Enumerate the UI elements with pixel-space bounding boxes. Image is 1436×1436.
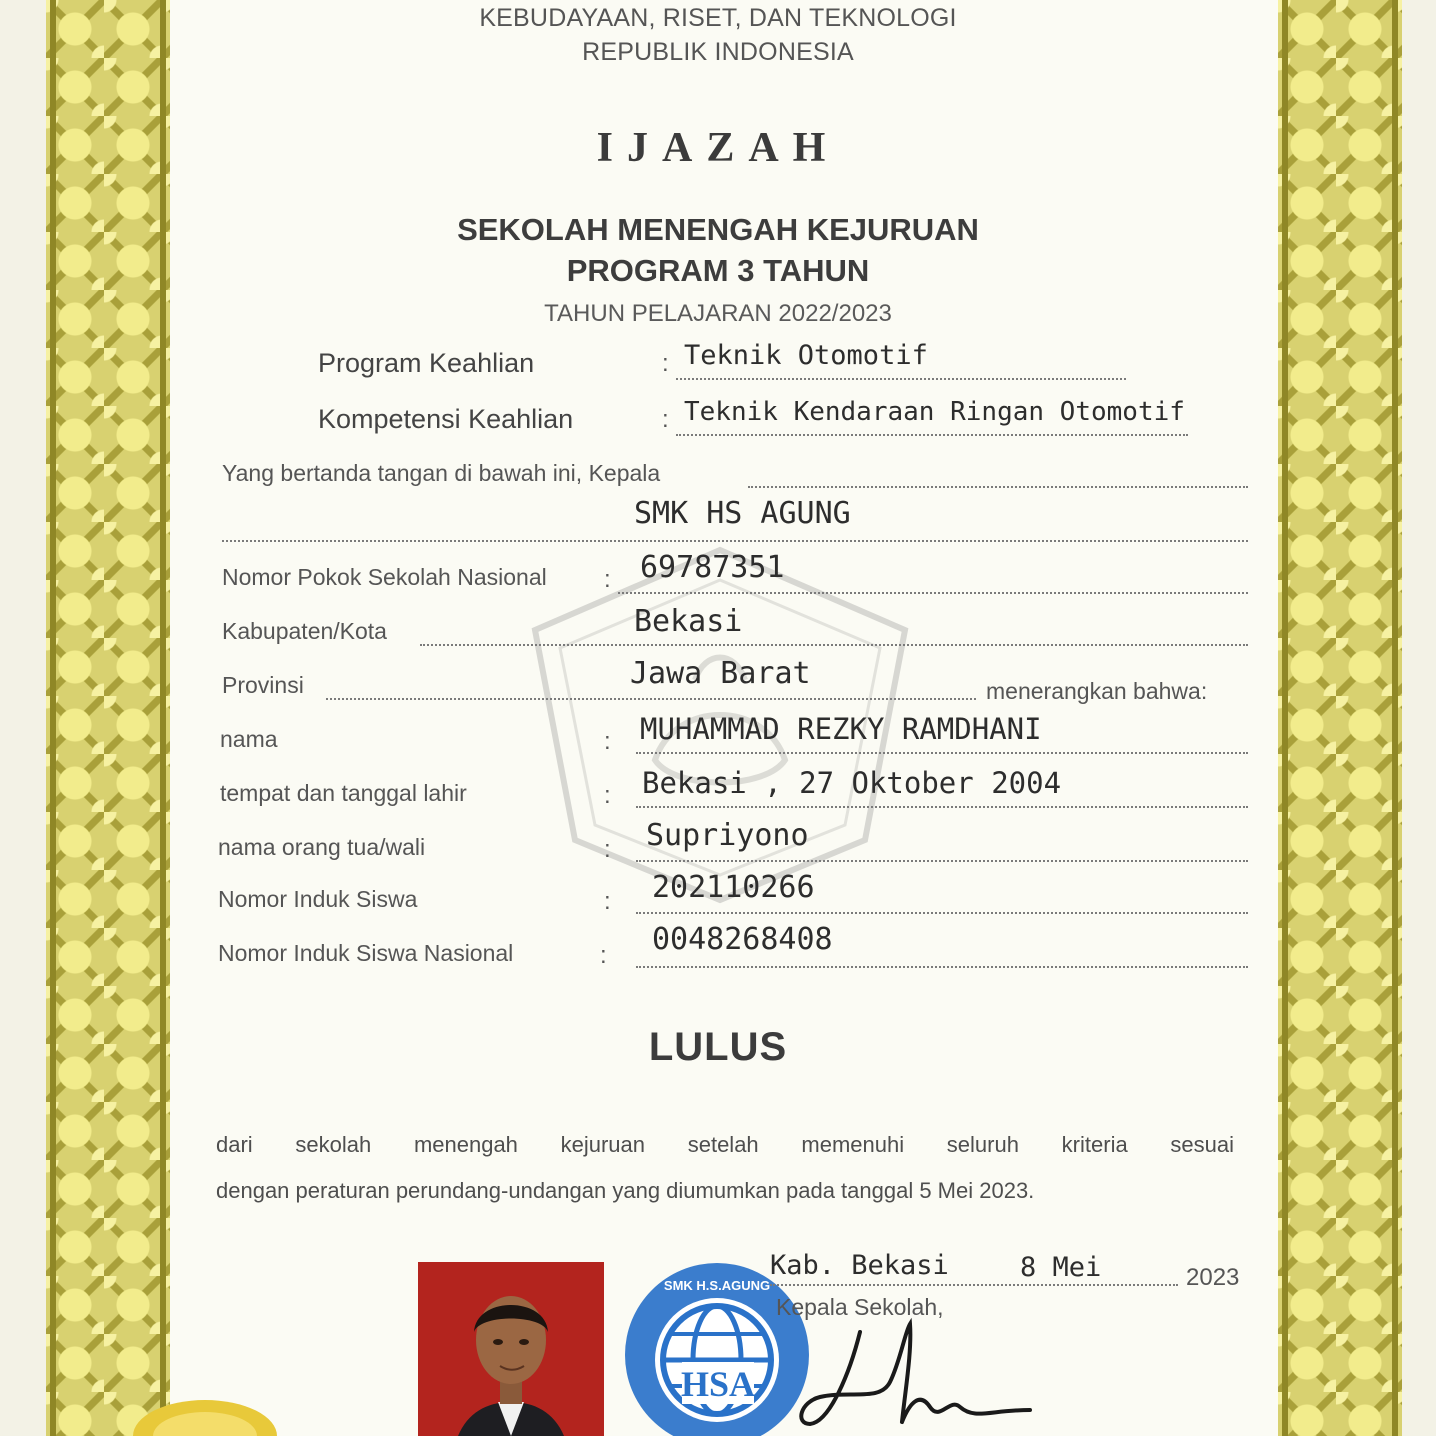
school-name-value: SMK HS AGUNG xyxy=(634,496,851,531)
country-line: REPUBLIK INDONESIA xyxy=(582,38,854,66)
colon: : xyxy=(604,566,611,593)
provinsi-value: Jawa Barat xyxy=(630,656,811,691)
dotted-line xyxy=(748,486,1248,488)
ttl-label: tempat dan tanggal lahir xyxy=(220,780,467,806)
colon: : xyxy=(604,888,611,915)
provinsi-label: Provinsi xyxy=(222,672,304,698)
npsn-label: Nomor Pokok Sekolah Nasional xyxy=(222,564,547,590)
dotted-line xyxy=(222,540,1248,542)
academic-year: TAHUN PELAJARAN 2022/2023 xyxy=(544,300,892,327)
colon: : xyxy=(604,728,611,755)
colon: : xyxy=(662,350,669,377)
orang-tua-value: Supriyono xyxy=(646,818,809,853)
statement-line-2: dengan peraturan perundang-undangan yang diumumkan pada tanggal 5 Mei 2023. xyxy=(216,1178,1035,1203)
school-type: SEKOLAH MENENGAH KEJURUAN xyxy=(457,212,979,247)
dotted-line xyxy=(636,752,1248,754)
student-photo xyxy=(418,1262,604,1436)
dotted-line xyxy=(676,434,1188,436)
gold-seal xyxy=(130,1396,280,1436)
kompetensi-keahlian-label: Kompetensi Keahlian xyxy=(318,404,574,434)
provinsi-suffix: menerangkan bahwa: xyxy=(986,678,1208,704)
colon: : xyxy=(662,406,669,433)
dotted-line xyxy=(636,912,1248,914)
nis-label: Nomor Induk Siswa xyxy=(218,886,418,912)
program-keahlian-value: Teknik Otomotif xyxy=(684,340,928,371)
nisn-label: Nomor Induk Siswa Nasional xyxy=(218,940,514,966)
nama-label: nama xyxy=(220,726,278,752)
program-keahlian-label: Program Keahlian xyxy=(318,348,535,378)
dotted-line xyxy=(636,806,1248,808)
orang-tua-label: nama orang tua/wali xyxy=(218,834,426,860)
document-title: IJAZAH xyxy=(596,125,840,171)
stamp-center-text: HSA xyxy=(680,1364,756,1404)
dotted-line xyxy=(636,860,1248,862)
statement-line-1: dari sekolah menengah kejuruan setelah memenuhi seluruh kriteria sesuai xyxy=(216,1132,1234,1157)
nis-value: 202110266 xyxy=(652,870,815,905)
dotted-line xyxy=(420,644,1248,646)
kabupaten-value: Bekasi xyxy=(634,604,743,639)
dotted-line xyxy=(770,1284,1178,1286)
result-status: LULUS xyxy=(648,1025,788,1069)
nisn-value: 0048268408 xyxy=(652,922,833,957)
nama-value: MUHAMMAD REZKY RAMDHANI xyxy=(640,712,1042,746)
sign-day-month: 8 Mei xyxy=(1020,1252,1102,1283)
dotted-line xyxy=(676,378,1126,380)
dotted-line xyxy=(618,592,1248,594)
colon: : xyxy=(600,942,607,969)
ttl-value: Bekasi , 27 Oktober 2004 xyxy=(642,766,1062,800)
dotted-line xyxy=(636,966,1248,968)
intro-label: Yang bertanda tangan di bawah ini, Kepala xyxy=(222,460,661,486)
sign-place: Kab. Bekasi xyxy=(770,1250,949,1281)
ministry-line: KEBUDAYAAN, RISET, DAN TEKNOLOGI xyxy=(479,4,957,32)
sign-year: 2023 xyxy=(1186,1264,1240,1291)
stamp-top-text: SMK H.S.AGUNG xyxy=(663,1278,771,1293)
sign-role: Kepala Sekolah, xyxy=(776,1294,944,1320)
program-length: PROGRAM 3 TAHUN xyxy=(566,253,870,288)
npsn-value: 69787351 xyxy=(640,550,785,585)
kabupaten-label: Kabupaten/Kota xyxy=(222,618,387,644)
kompetensi-keahlian-value: Teknik Kendaraan Ringan Otomotif xyxy=(684,397,1185,427)
colon: : xyxy=(604,836,611,863)
colon: : xyxy=(604,782,611,809)
signature-block xyxy=(770,1250,1250,1436)
dotted-line xyxy=(326,698,976,700)
handwritten-signature xyxy=(790,1312,1050,1436)
